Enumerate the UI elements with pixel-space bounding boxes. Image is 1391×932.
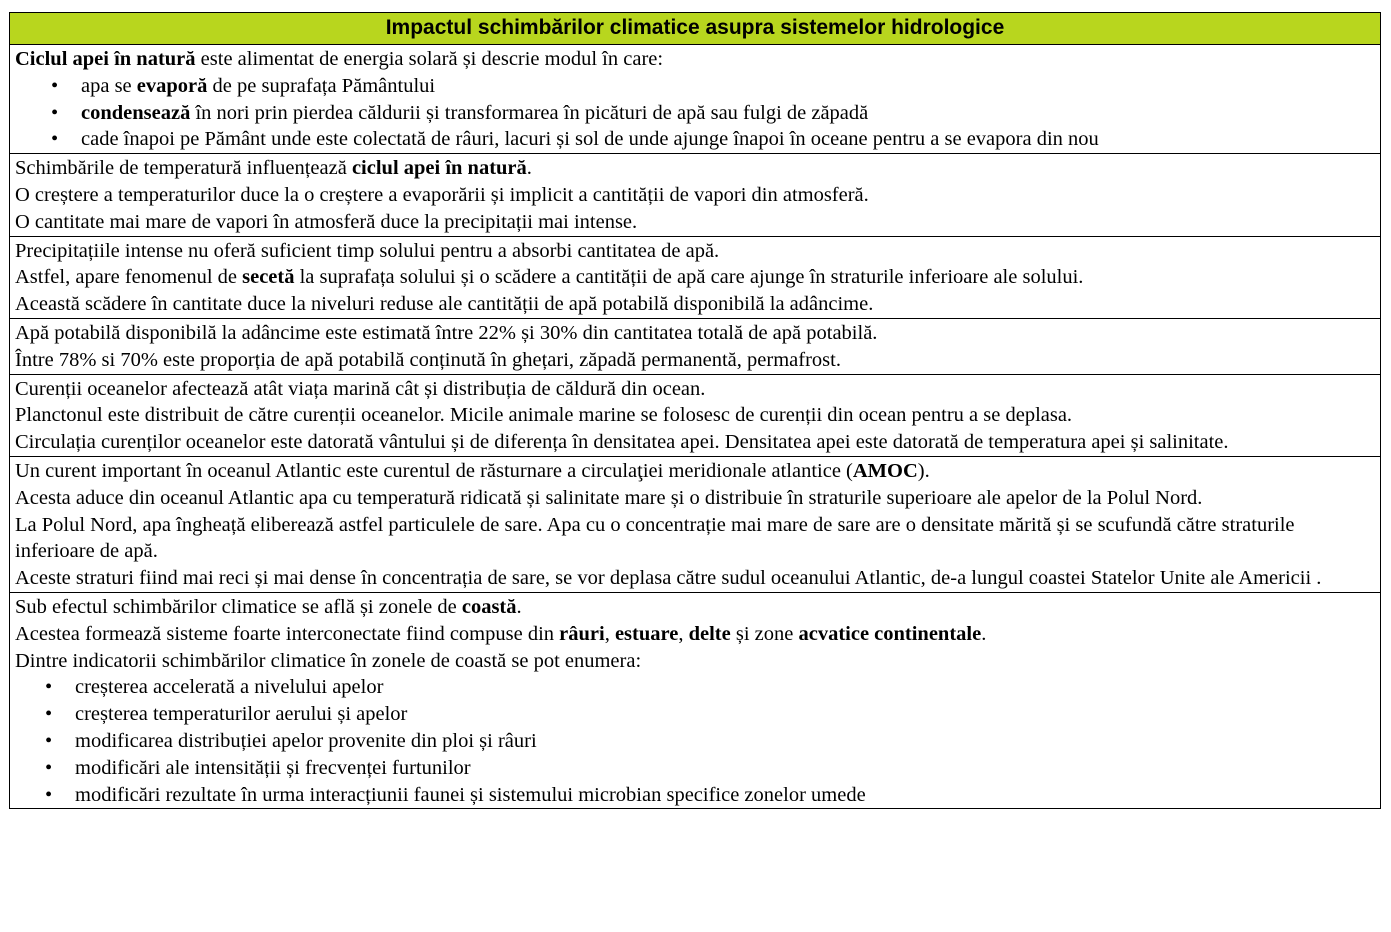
paragraph-line: La Polul Nord, apa îngheață eliberează astfel particulele de sare. Apa cu o concentrație mai mare de sare are o densitate mărită și se scufundă către straturile inferioare de apă. bbox=[15, 513, 1295, 563]
list-item: • condensează în nori prin pierdea căldurii și transformarea în picături de apă sau fulgi de zăpadă bbox=[15, 100, 1375, 127]
paragraph-line: Schimbările de temperatură influențează ciclul apei în natură. bbox=[15, 157, 532, 180]
section-drought bbox=[10, 236, 1381, 318]
section-cell bbox=[10, 374, 1381, 456]
section-coastal-zones bbox=[10, 592, 1381, 808]
paragraph-line: Apă potabilă disponibilă la adâncime este estimată între 22% și 30% din cantitatea totală de apă potabilă. bbox=[15, 321, 878, 344]
paragraph-line: Sub efectul schimbărilor climatice se află și zonele de coastă. bbox=[15, 595, 522, 618]
section-amoc bbox=[10, 456, 1381, 592]
section-water-cycle bbox=[10, 45, 1381, 154]
paragraph-line: Între 78% si 70% este proporția de apă potabilă conținută în ghețari, zăpadă permanentă, permafrost. bbox=[15, 348, 841, 371]
section-cell bbox=[10, 236, 1381, 318]
paragraph-line: O cantitate mai mare de vapori în atmosferă duce la precipitații mai intense. bbox=[15, 210, 638, 233]
paragraph-line: Planctonul este distribuit de către curenții oceanelor. Micile animale marine se folosesc de curenții din ocean pentru a se deplasa. bbox=[15, 404, 1073, 427]
list-item: • apa se evaporă de pe suprafața Pământului bbox=[15, 73, 1375, 100]
paragraph-line: Dintre indicatorii schimbărilor climatice în zonele de coastă se pot enumera: bbox=[15, 649, 642, 672]
water-cycle-list bbox=[15, 73, 1375, 153]
water-cycle-intro: Ciclul apei în natură este alimentat de energia solară și descrie modul în care: bbox=[15, 48, 664, 70]
paragraph-line: Circulația curenților oceanelor este datorată vântului și de diferența în densitatea apei. Densitatea apei este datorată de temperatura apei și salinitate. bbox=[15, 431, 1229, 454]
section-cell bbox=[10, 45, 1381, 154]
section-cell bbox=[10, 456, 1381, 592]
paragraph-line: Astfel, apare fenomenul de secetă la suprafața solului și o scădere a cantității de apă care ajunge în straturile inferioare ale solului. bbox=[15, 266, 1084, 289]
list-item: • modificări rezultate în urma interacțiunii faunei și sistemului microbian specifice zonelor umede bbox=[15, 782, 1375, 809]
coastal-indicators-list bbox=[15, 674, 1375, 808]
table-title: Impactul schimbărilor climatice asupra sistemelor hidrologice bbox=[10, 13, 1381, 45]
section-cell bbox=[10, 318, 1381, 374]
paragraph-line: Acestea formează sisteme foarte interconectate fiind compuse din râuri, estuare, delte și zone acvatice continentale. bbox=[15, 622, 987, 645]
list-item: • creșterea temperaturilor aerului și apelor bbox=[15, 701, 1375, 728]
section-temperature bbox=[10, 154, 1381, 236]
table-header-row bbox=[10, 13, 1381, 45]
list-item: • modificări ale intensității și frecvenței furtunilor bbox=[15, 755, 1375, 782]
hydrology-impact-table bbox=[9, 12, 1381, 809]
paragraph-line: Precipitațiile intense nu oferă suficient timp solului pentru a absorbi cantitatea de apă. bbox=[15, 239, 720, 262]
list-item: • cade înapoi pe Pământ unde este colectată de râuri, lacuri și sol de unde ajunge înapoi în oceane pentru a se evapora din nou bbox=[15, 126, 1375, 153]
list-item: • modificarea distribuției apelor provenite din ploi și râuri bbox=[15, 728, 1375, 755]
paragraph-line: O creștere a temperaturilor duce la o creștere a evaporării și implicit a cantității de vapori din atmosferă. bbox=[15, 183, 869, 206]
paragraph-line: Acesta aduce din oceanul Atlantic apa cu temperatură ridicată și salinitate mare și o distribuie în straturile superioare ale apelor de la Polul Nord. bbox=[15, 486, 1203, 509]
section-cell bbox=[10, 592, 1381, 808]
paragraph-line: Aceste straturi fiind mai reci și mai dense în concentrația de sare, se vor deplasa către sudul oceanului Atlantic, de-a lungul coastei Statelor Unite ale Americii . bbox=[15, 567, 1322, 590]
section-cell bbox=[10, 154, 1381, 236]
section-ocean-currents bbox=[10, 374, 1381, 456]
paragraph-line: Această scădere în cantitate duce la niveluri reduse ale cantității de apă potabilă disponibilă la adâncime. bbox=[15, 293, 874, 316]
list-item: • creșterea accelerată a nivelului apelor bbox=[15, 674, 1375, 701]
paragraph-line: Curenții oceanelor afectează atât viața marină cât și distribuția de căldură din ocean. bbox=[15, 377, 706, 400]
paragraph-line: Un curent important în oceanul Atlantic este curentul de răsturnare a circulaţiei meridionale atlantice (AMOC). bbox=[15, 459, 930, 482]
section-drinking-water bbox=[10, 318, 1381, 374]
